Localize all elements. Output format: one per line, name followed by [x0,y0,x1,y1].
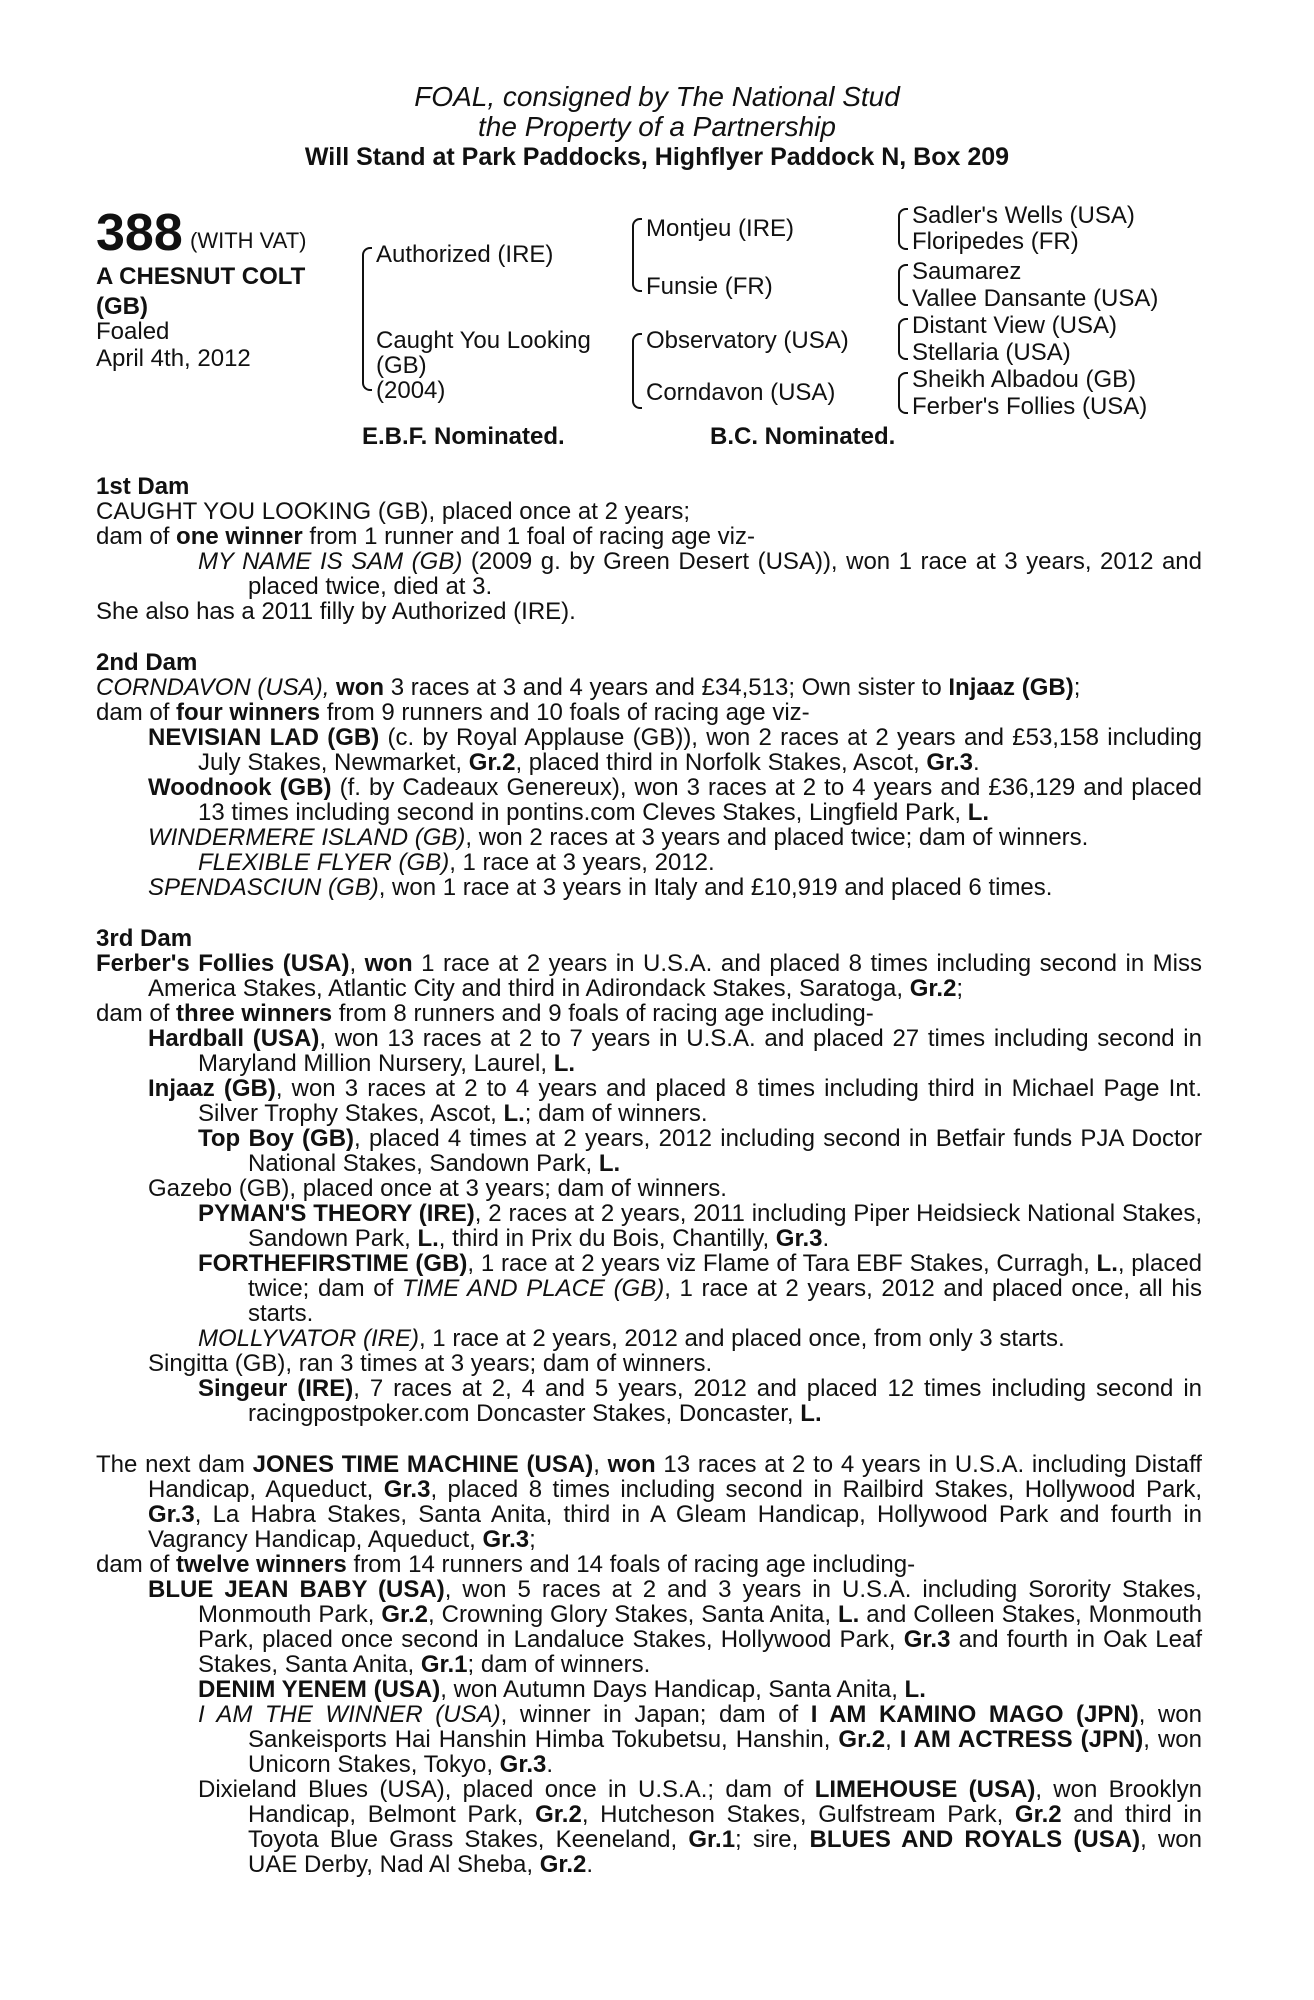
text: . [973,749,980,776]
produce-entry [96,549,1202,599]
horse-name: I AM THE WINNER (USA) [198,1701,501,1728]
text: from 14 runners and 14 foals of racing age including- [346,1551,916,1578]
brace-dam-line [632,333,642,409]
text-bold: four winners [176,699,321,726]
horse-name: Injaaz (GB) [148,1075,276,1102]
produce-entry: Gazebo (GB), placed once at 3 years; dam of winners. [148,1175,727,1202]
consignor-line: FOAL, consigned by The National Stud [414,81,900,112]
text: , 1 race at 3 years, 2012. [449,849,715,876]
grade: L. [904,1676,926,1703]
text: ; [529,1526,536,1553]
spacer [96,624,1202,650]
text: dam of [96,699,177,726]
text: , [593,1451,608,1478]
lot-desc-line1: A CHESNUT COLT [96,263,306,290]
foaled-value: April 4th, 2012 [96,345,251,372]
gen3-dsd: Stellaria (USA) [912,339,1071,366]
horse-name: Hardball (USA) [148,1025,320,1052]
produce-entry [96,875,1202,900]
text: . [546,1751,554,1778]
third-dam-produce-summary [96,1001,1202,1026]
text: , placed twice; dam of [248,1250,1203,1302]
horse-name: BLUE JEAN BABY (USA) [148,1576,445,1603]
text: ; dam of winners. [524,1100,708,1127]
third-dam-title: 3rd Dam [96,925,193,952]
foaled-label: Foaled [96,318,170,345]
grade: L. [503,1100,525,1127]
first-dam-produce-summary [96,524,1202,549]
text-bold: one winner [176,523,303,550]
produce-entry [96,1201,1202,1251]
text: ; dam of winners. [467,1651,651,1678]
text: from 8 runners and 9 foals of racing age including- [332,1000,874,1027]
grade: L. [598,1150,621,1177]
horse-name: Ferber's Follies (USA) [96,950,350,977]
brace-sd [898,264,908,306]
second-dam-section [96,650,1202,900]
text: ; sire, [735,1826,810,1853]
horse-name: Singeur (IRE) [198,1375,354,1402]
horse-name: DENIM YENEM (USA) [198,1676,441,1703]
ebf-nominated: E.B.F. Nominated. [362,423,565,450]
text: , Crowning Glory Stakes, Santa Anita, [428,1601,838,1628]
horse-name: TIME AND PLACE (GB) [401,1275,665,1302]
produce-entry [96,725,1202,775]
bc-nominated: B.C. Nominated. [710,423,896,450]
text: (2009 g. by Green Desert (USA)), won 1 race at 3 years, 2012 and placed twice, died at 3. [248,548,1202,600]
horse-name: CORNDAVON (USA), [96,674,337,701]
produce-entry [96,1126,1202,1176]
text: , 7 races at 2, 4 and 5 years, 2012 and placed 12 times including second in racingpostpoker.com Doncaster Stakes, Doncaster, [248,1375,1202,1427]
grade: Gr.3 [775,1225,823,1252]
gen3-dds: Sheikh Albadou (GB) [912,366,1137,393]
horse-name: I AM KAMINO MAGO (JPN) [810,1701,1139,1728]
text: , 1 race at 2 years viz Flame of Tara EBF Stakes, Curragh, [467,1250,1097,1277]
text: , 2 races at 2 years, 2011 including Piper Heidsieck National Stakes, Sandown Park, [248,1200,1202,1252]
text: , won 13 races at 2 to 7 years in U.S.A. and placed 27 times including second in Maryland Million Nursery, Laurel, [198,1025,1202,1077]
grade: Gr.2 [1014,1801,1062,1828]
grade: Gr.3 [482,1526,530,1553]
lot-description [96,262,356,322]
property-line: the Property of a Partnership [478,111,836,142]
foaled-date [96,318,316,372]
gen3-ddd: Ferber's Follies (USA) [912,393,1148,420]
text: , won 5 races at 2 and 3 years in U.S.A. including Sorority Stakes, Monmouth Park, [198,1576,1202,1628]
horse-name: JONES TIME MACHINE (USA) [252,1451,594,1478]
text: from 9 runners and 10 foals of racing age viz- [320,699,810,726]
text-bold: twelve winners [176,1551,347,1578]
text: , [885,1726,900,1753]
text: , third in Prix du Bois, Chantilly, [438,1225,776,1252]
text: , placed 4 times at 2 years, 2012 including second in Betfair funds PJA Doctor National Stakes, Sandown Park, [248,1125,1203,1177]
horse-name: SPENDASCIUN (GB) [148,874,379,901]
horse-name: MY NAME IS SAM (GB) [198,548,463,575]
brace-sire-line [632,218,642,292]
horse-name: FORTHEFIRSTIME (GB) [198,1250,468,1277]
sire-dam: Funsie (FR) [646,273,773,300]
third-dam-line [96,951,1202,1001]
produce-entry [96,1076,1202,1126]
text: ; [1073,674,1081,701]
produce-entry [96,1251,1202,1326]
horse-name: NEVISIAN LAD (GB) [148,724,380,751]
grade: Gr.3 [148,1501,195,1528]
brace-dd [898,372,908,414]
gen3-ssd: Floripedes (FR) [912,228,1079,255]
next-dam-line [96,1452,1202,1552]
grade: L. [967,799,990,826]
horse-name: PYMAN'S THEORY (IRE) [198,1200,475,1227]
text-bold: won [607,1451,656,1478]
text: , won 1 race at 3 years in Italy and £10,919 and placed 6 times. [378,874,1053,901]
text-bold: won [336,674,385,701]
text: , won UAE Derby, Nad Al Sheba, [248,1826,1202,1878]
text: , 1 race at 2 years, 2012 and placed once, from only 3 starts. [418,1325,1065,1352]
text: The next dam [96,1451,253,1478]
produce-entry [96,1677,1202,1702]
text: , La Habra Stakes, Santa Anita, third in A Gleam Handicap, Hollywood Park and fourth in Vagrancy Handicap, Aqueduct, [148,1501,1202,1553]
grade: Gr.2 [535,1801,582,1828]
dam-sire: Observatory (USA) [646,327,849,354]
produce-entry: Singitta (GB), ran 3 times at 3 years; dam of winners. [148,1350,713,1377]
first-dam-line: CAUGHT YOU LOOKING (GB), placed once at 2 years; [96,498,690,525]
produce-entry [96,1577,1202,1677]
text-bold: won [364,950,413,977]
vat-label: (WITH VAT) [190,228,307,253]
text: from 1 runner and 1 foal of racing age viz- [302,523,755,550]
brace-ss [898,208,908,250]
text: dam of [96,523,177,550]
spacer [96,900,1202,926]
horse-name: FLEXIBLE FLYER (GB) [198,849,450,876]
sire-name: Authorized (IRE) [376,241,554,268]
text-bold: three winners [176,1000,333,1027]
next-dam-section [96,1452,1202,1877]
text: (c. by Royal Applause (GB)), won 2 races at 2 years and £53,158 including July Stakes, Newmarket, [198,724,1203,776]
grade: Gr.2 [468,749,516,776]
second-dam-produce-summary [96,700,1202,725]
dam-name-line1: Caught You Looking [376,327,591,354]
text: dam of [96,1000,177,1027]
horse-name: I AM ACTRESS (JPN) [899,1726,1144,1753]
produce-entry [96,775,1202,825]
dam-year: (2004) [376,377,446,404]
text: , won 2 races at 3 years and placed twice; dam of winners. [465,824,1089,851]
first-dam-note: She also has a 2011 filly by Authorized (IRE). [96,598,576,625]
dam-dam: Corndavon (USA) [646,379,836,406]
text: , Hutcheson Stakes, Gulfstream Park, [581,1801,1015,1828]
grade: Gr.3 [383,1476,431,1503]
text: . [586,1851,594,1878]
text: , won Autumn Days Handicap, Santa Anita, [440,1676,905,1703]
produce-entry [96,825,1202,850]
gen3-sdd: Vallee Dansante (USA) [912,285,1159,312]
horse-name: LIMEHOUSE (USA) [814,1776,1036,1803]
text: , 1 race at 2 years, 2012 and placed once, all his starts. [248,1275,1202,1327]
produce-entry [96,1702,1202,1777]
grade: L. [417,1225,439,1252]
grade: Gr.2 [539,1851,587,1878]
text: and fourth in Oak Leaf Stakes, Santa Anita, [198,1626,1202,1678]
third-dam-section [96,926,1202,1426]
text: ; [956,975,964,1002]
first-dam-title: 1st Dam [96,473,190,500]
grade: Gr.3 [903,1626,951,1653]
grade: L. [1096,1250,1118,1277]
text: , [349,950,365,977]
text: 3 races at 3 and 4 years and £34,513; Own sister to [384,674,949,701]
text: , won Brooklyn Handicap, Belmont Park, [248,1776,1203,1828]
location-line: Will Stand at Park Paddocks, Highflyer Paddock N, Box 209 [304,143,1010,171]
catalogue-body [96,474,1202,1877]
grade: Gr.2 [381,1601,429,1628]
horse-name: BLUES AND ROYALS (USA) [809,1826,1141,1853]
produce-entry [96,1026,1202,1076]
horse-name: Top Boy (GB) [198,1125,355,1152]
grade: L. [553,1050,576,1077]
text: dam of [96,1551,177,1578]
lot-desc-line2: (GB) [96,293,148,320]
produce-entry [96,850,1202,875]
text: 1 race at 2 years in U.S.A. and placed 8 times including second in Miss America Stakes, Atlantic City and third in Adirondack Stakes, Saratoga, [148,950,1203,1002]
text: Dixieland Blues (USA), placed once in U.S.A.; dam of [198,1776,815,1803]
grade: Gr.3 [926,749,974,776]
text: , placed third in Norfolk Stakes, Ascot, [515,749,927,776]
gen3-sss: Sadler's Wells (USA) [912,202,1135,229]
first-dam-section [96,474,1202,624]
text: 13 races at 2 to 4 years in U.S.A. including Distaff Handicap, Aqueduct, [148,1451,1202,1503]
grade: Gr.3 [499,1751,547,1778]
second-dam-line [96,675,1202,700]
text: , won Sankeisports Hai Hanshin Himba Tokubetsu, Hanshin, [248,1701,1202,1753]
produce-entry [96,1376,1202,1426]
grade: L. [800,1400,822,1427]
text: , winner in Japan; dam of [500,1701,811,1728]
second-dam-title: 2nd Dam [96,649,198,676]
dam-name-line2: (GB) [376,352,427,379]
text: and Colleen Stakes, Monmouth Park, placed once second in Landaluce Stakes, Hollywood Park, [198,1601,1203,1653]
lot-number: 388 [96,204,183,262]
text: , won Unicorn Stakes, Tokyo, [248,1726,1202,1778]
spacer [96,1426,1202,1452]
sire-sire: Montjeu (IRE) [646,215,795,242]
text: . [822,1225,830,1252]
text: (f. by Cadeaux Genereux), won 3 races at 2 to 4 years and £36,129 and placed 13 times including second in pontins.com Cleves Stakes, Lingfield Park, [198,774,1203,826]
next-dam-produce-summary [96,1552,1202,1577]
grade: Gr.1 [420,1651,468,1678]
text: , placed 8 times including second in Railbird Stakes, Hollywood Park, [430,1476,1202,1503]
horse-name: Woodnook (GB) [148,774,332,801]
grade: Gr.2 [909,975,957,1002]
text: , won 3 races at 2 to 4 years and placed 8 times including third in Michael Page Int. Silver Trophy Stakes, Ascot, [198,1075,1203,1127]
grade: Gr.1 [688,1826,736,1853]
grade: L. [837,1601,860,1628]
grade: Gr.2 [838,1726,886,1753]
horse-name: MOLLYVATOR (IRE) [198,1325,419,1352]
text: and third in Toyota Blue Grass Stakes, Keeneland, [248,1801,1203,1853]
horse-name: WINDERMERE ISLAND (GB) [148,824,466,851]
produce-entry [96,1777,1202,1877]
produce-entry [96,1326,1202,1351]
brace-ds [898,318,908,360]
gen3-dss: Distant View (USA) [912,312,1117,339]
gen3-sds: Saumarez [912,258,1022,285]
brace-gen1 [362,247,372,391]
horse-name: Injaaz (GB) [948,674,1074,701]
